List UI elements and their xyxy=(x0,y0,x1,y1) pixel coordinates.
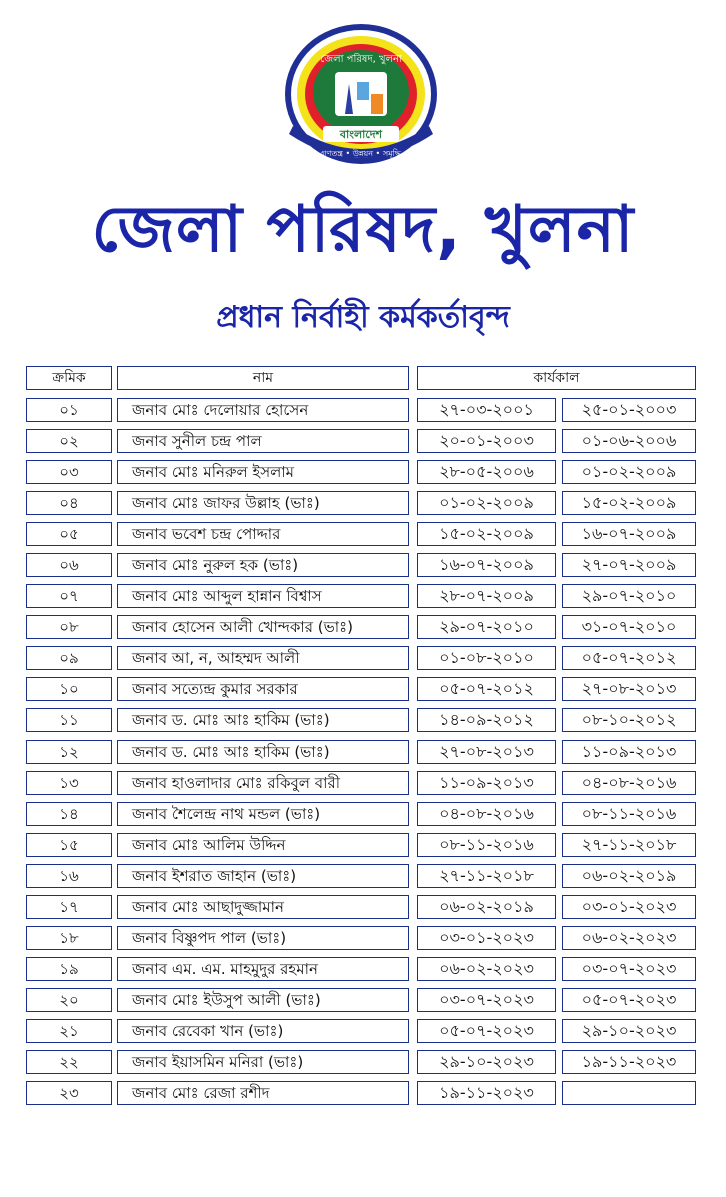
table-row xyxy=(26,522,696,548)
row-from-date: ০১-০২-২০০৯ xyxy=(417,491,556,515)
row-serial: ১০ xyxy=(26,677,112,701)
logo-country-text: বাংলাদেশ xyxy=(339,128,383,141)
row-to-date: ০৮-১১-২০১৬ xyxy=(562,802,696,826)
row-from-date: ২৭-০৩-২০০১ xyxy=(417,398,556,422)
row-name: জনাব ইয়াসমিন মনিরা (ভাঃ) xyxy=(117,1050,409,1074)
row-serial: ১১ xyxy=(26,708,112,732)
row-name: জনাব আ, ন, আহম্মদ আলী xyxy=(117,646,409,670)
table-row xyxy=(26,553,696,579)
row-to-date: ০৫-০৭-২০১২ xyxy=(562,646,696,670)
page-subtitle: প্রধান নির্বাহী কর্মকর্তাবৃন্দ xyxy=(216,300,510,335)
row-from-date: ১৫-০২-২০০৯ xyxy=(417,522,556,546)
row-to-date: ২৭-১১-২০১৮ xyxy=(562,833,696,857)
row-serial: ২০ xyxy=(26,988,112,1012)
table-row xyxy=(26,988,696,1014)
row-from-date: ০৫-০৭-২০২৩ xyxy=(417,1019,556,1043)
table-row xyxy=(26,1019,696,1045)
row-from-date: ২৭-১১-২০১৮ xyxy=(417,864,556,888)
table-row xyxy=(26,895,696,921)
row-serial: ১৬ xyxy=(26,864,112,888)
logo-motto: গণতন্ত্র • উন্নয়ন • সমৃদ্ধি xyxy=(321,149,401,158)
table-row xyxy=(26,460,696,486)
row-serial: ২১ xyxy=(26,1019,112,1043)
row-to-date: ২৯-১০-২০২৩ xyxy=(562,1019,696,1043)
row-from-date: ২৮-০৫-২০০৬ xyxy=(417,460,556,484)
row-to-date: ২৭-০৭-২০০৯ xyxy=(562,553,696,577)
row-serial: ১৪ xyxy=(26,802,112,826)
row-from-date: ১৯-১১-২০২৩ xyxy=(417,1081,556,1105)
row-serial: ১৭ xyxy=(26,895,112,919)
table-row xyxy=(26,646,696,672)
row-from-date: ০৪-০৮-২০১৬ xyxy=(417,802,556,826)
row-serial: ০৯ xyxy=(26,646,112,670)
row-name: জনাব মোঃ দেলোয়ার হোসেন xyxy=(117,398,409,422)
table-row xyxy=(26,677,696,703)
row-name: জনাব মোঃ আলিম উদ্দিন xyxy=(117,833,409,857)
row-from-date: ২৯-১০-২০২৩ xyxy=(417,1050,556,1074)
row-from-date: ০৬-০২-২০১৯ xyxy=(417,895,556,919)
row-to-date: ০৫-০৭-২০২৩ xyxy=(562,988,696,1012)
row-name: জনাব সত্যেন্দ্র কুমার সরকার xyxy=(117,677,409,701)
row-serial: ০৬ xyxy=(26,553,112,577)
row-from-date: ০৩-০৭-২০২৩ xyxy=(417,988,556,1012)
row-name: জনাব মোঃ আব্দুল হান্নান বিশ্বাস xyxy=(117,584,409,608)
row-from-date: ২৮-০৭-২০০৯ xyxy=(417,584,556,608)
row-name: জনাব ড. মোঃ আঃ হাকিম (ভাঃ) xyxy=(117,708,409,732)
row-from-date: ২০-০১-২০০৩ xyxy=(417,429,556,453)
row-name: জনাব শৈলেন্দ্র নাথ মন্ডল (ভাঃ) xyxy=(117,802,409,826)
table-row xyxy=(26,771,696,797)
table-row xyxy=(26,957,696,983)
table-row xyxy=(26,398,696,424)
row-from-date: ০৩-০১-২০২৩ xyxy=(417,926,556,950)
table-row xyxy=(26,708,696,734)
row-to-date: ১৯-১১-২০২৩ xyxy=(562,1050,696,1074)
row-serial: ০১ xyxy=(26,398,112,422)
row-to-date: ২৫-০১-২০০৩ xyxy=(562,398,696,422)
row-from-date: ০৫-০৭-২০১২ xyxy=(417,677,556,701)
row-name: জনাব সুনীল চন্দ্র পাল xyxy=(117,429,409,453)
table-row xyxy=(26,1081,696,1107)
row-from-date: ০১-০৮-২০১০ xyxy=(417,646,556,670)
row-serial: ১৮ xyxy=(26,926,112,950)
row-to-date xyxy=(562,1081,696,1105)
row-serial: ০৩ xyxy=(26,460,112,484)
row-to-date: ২৭-০৮-২০১৩ xyxy=(562,677,696,701)
row-to-date: ০১-০২-২০০৯ xyxy=(562,460,696,484)
row-to-date: ০৪-০৮-২০১৬ xyxy=(562,771,696,795)
row-to-date: ১১-০৯-২০১৩ xyxy=(562,740,696,764)
row-name: জনাব হাওলাদার মোঃ রকিবুল বারী xyxy=(117,771,409,795)
row-name: জনাব মোঃ নুরুল হক (ভাঃ) xyxy=(117,553,409,577)
table-row xyxy=(26,926,696,952)
row-to-date: ০৩-০৭-২০২৩ xyxy=(562,957,696,981)
row-to-date: ০৩-০১-২০২৩ xyxy=(562,895,696,919)
row-name: জনাব মোঃ জাফর উল্লাহ (ভাঃ) xyxy=(117,491,409,515)
row-serial: ০৮ xyxy=(26,615,112,639)
table-row xyxy=(26,802,696,828)
table-row xyxy=(26,429,696,455)
row-name: জনাব ভবেশ চন্দ্র পোদ্দার xyxy=(117,522,409,546)
row-name: জনাব হোসেন আলী খোন্দকার (ভাঃ) xyxy=(117,615,409,639)
table-row xyxy=(26,491,696,517)
row-name: জনাব ড. মোঃ আঃ হাকিম (ভাঃ) xyxy=(117,740,409,764)
table-row xyxy=(26,864,696,890)
row-name: জনাব রেবেকা খান (ভাঃ) xyxy=(117,1019,409,1043)
row-from-date: ২৭-০৮-২০১৩ xyxy=(417,740,556,764)
row-from-date: ১৬-০৭-২০০৯ xyxy=(417,553,556,577)
table-row xyxy=(26,584,696,610)
row-name: জনাব মোঃ রেজা রশীদ xyxy=(117,1081,409,1105)
table-row xyxy=(26,740,696,766)
row-to-date: ০১-০৬-২০০৬ xyxy=(562,429,696,453)
row-name: জনাব ইশরাত জাহান (ভাঃ) xyxy=(117,864,409,888)
row-serial: ০৭ xyxy=(26,584,112,608)
row-from-date: ২৯-০৭-২০১০ xyxy=(417,615,556,639)
row-to-date: ৩১-০৭-২০১০ xyxy=(562,615,696,639)
row-from-date: ০৮-১১-২০১৬ xyxy=(417,833,556,857)
row-from-date: ১৪-০৯-২০১২ xyxy=(417,708,556,732)
row-to-date: ০৬-০২-২০১৯ xyxy=(562,864,696,888)
row-serial: ১৫ xyxy=(26,833,112,857)
header-tenure: কার্যকাল xyxy=(417,366,696,390)
header-serial: ক্রমিক xyxy=(26,366,112,390)
header-name: নাম xyxy=(117,366,409,390)
row-serial: ০৫ xyxy=(26,522,112,546)
table-row xyxy=(26,615,696,641)
row-name: জনাব বিষ্ণুপদ পাল (ভাঃ) xyxy=(117,926,409,950)
table-row xyxy=(26,833,696,859)
row-serial: ১২ xyxy=(26,740,112,764)
row-name: জনাব মোঃ ইউসুপ আলী (ভাঃ) xyxy=(117,988,409,1012)
row-serial: ০২ xyxy=(26,429,112,453)
row-to-date: ১৫-০২-২০০৯ xyxy=(562,491,696,515)
row-serial: ১৯ xyxy=(26,957,112,981)
row-name: জনাব এম. এম. মাহমুদুর রহমান xyxy=(117,957,409,981)
row-to-date: ১৬-০৭-২০০৯ xyxy=(562,522,696,546)
row-serial: ২২ xyxy=(26,1050,112,1074)
table-row xyxy=(26,1050,696,1076)
district-council-logo xyxy=(283,22,439,170)
table-header-row xyxy=(26,366,696,392)
row-name: জনাব মোঃ মনিরুল ইসলাম xyxy=(117,460,409,484)
row-from-date: ০৬-০২-২০২৩ xyxy=(417,957,556,981)
row-serial: ০৪ xyxy=(26,491,112,515)
row-serial: ২৩ xyxy=(26,1081,112,1105)
page-title: জেলা পরিষদ, খুলনা xyxy=(91,193,635,267)
logo-top-text: জেলা পরিষদ, খুলনা xyxy=(320,54,402,65)
row-to-date: ০৬-০২-২০২৩ xyxy=(562,926,696,950)
row-from-date: ১১-০৯-২০১৩ xyxy=(417,771,556,795)
row-name: জনাব মোঃ আছাদুজ্জামান xyxy=(117,895,409,919)
row-to-date: ২৯-০৭-২০১০ xyxy=(562,584,696,608)
row-to-date: ০৮-১০-২০১২ xyxy=(562,708,696,732)
row-serial: ১৩ xyxy=(26,771,112,795)
